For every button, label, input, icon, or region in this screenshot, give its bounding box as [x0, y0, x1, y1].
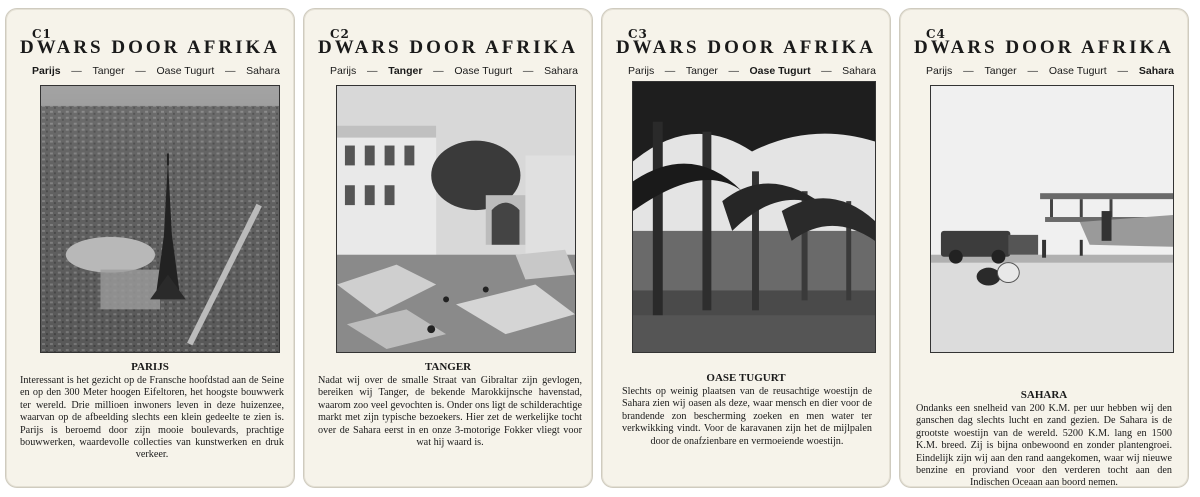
card-title: DWARS DOOR AFRIKA: [317, 37, 579, 58]
route-separator: —: [366, 65, 378, 77]
card-code: C1: [32, 27, 52, 41]
route-separator: —: [433, 65, 444, 77]
route-separator: —: [821, 65, 832, 77]
route-line: [926, 65, 1174, 77]
route-stop: Oase Tugurt: [749, 65, 811, 77]
photo-oasis-palms: [632, 81, 876, 353]
route-stop: Tanger: [685, 65, 718, 77]
route-line: [32, 65, 280, 77]
card-paris[interactable]: [5, 8, 295, 488]
route-separator: —: [664, 65, 676, 77]
card-caption: PARIJS: [131, 361, 169, 373]
card-description: Slechts op weinig plaatsen van de reusachtige woestijn de Sahara zien wij oasen als deze, waar mensch en dier voor de brandende zon bescherming zoeken en men water ter verkwikking vindt. Voor de karavanen zijn het de mijlpalen door de onafzienbare en vermoeiende woestijn.: [622, 386, 872, 447]
route-stop: Sahara: [246, 65, 280, 77]
photo-tanger-market: [336, 85, 576, 353]
card-code: C4: [926, 27, 946, 41]
card-caption: SAHARA: [1020, 389, 1068, 401]
route-separator: —: [1117, 65, 1129, 77]
route-separator: —: [1027, 65, 1038, 77]
photo-sahara-plane: [930, 85, 1174, 353]
route-stop: Tanger: [984, 65, 1017, 77]
route-separator: —: [224, 65, 236, 77]
card-code: C2: [330, 27, 350, 41]
route-stop: Sahara: [842, 65, 876, 77]
route-stop: Oase Tugurt: [1048, 65, 1107, 77]
route-stop: Oase Tugurt: [156, 65, 215, 77]
card-description: Interessant is het gezicht op de Fransche hoofdstad aan de Seine en op den 300 Meter hoogen Eifeltoren, het hoogste bouwwerk ter wereld. Drie millioen inwoners leven in deze huizenzee, waarvan op de afbeelding slechts een klein gedeelte te zien is. Parijs is beroemd door zijn mooie boulevards, prachtige bouwwerken, waardevolle collecties van kunstwerken en druk verkeer.: [20, 375, 284, 461]
card-title: DWARS DOOR AFRIKA: [913, 37, 1175, 58]
card-description: Nadat wij over de smalle Straat van Gibraltar zijn gevlogen, bereiken wij Tanger, de bekende Marokkijnsche havenstad, waarom zoo veel gevochten is. Onder ons ligt de schilderachtige markt met zijn typische bezoekers. Hier zet de werkelijke tocht over de Sahara eerst in en onze 3-motorige Fokker vliegt voor wat hij waard is.: [318, 375, 582, 449]
route-stop: Sahara: [544, 65, 578, 77]
card-description: Ondanks een snelheid van 200 K.M. per uur hebben wij den ganschen dag slechts lucht en zand gezien. De Sahara is de grootste woestijn van de wereld. 5200 K.M. lang en 1500 K.M. breed. Zij is bijna onbewoond en zonder plantengroei. Eindelijk zijn wij aan den rand aangekomen, waar wij nieuwe benzine en proviand voor den verderen tocht aan den Indischen Oceaan aan boord nemen.: [916, 403, 1172, 489]
route-separator: —: [728, 65, 739, 77]
route-separator: —: [71, 65, 82, 77]
route-separator: —: [135, 65, 146, 77]
card-sahara[interactable]: [899, 8, 1189, 488]
card-oase-tugurt[interactable]: [601, 8, 891, 488]
route-stop: Parijs: [32, 65, 61, 77]
route-stop: Tanger: [92, 65, 125, 77]
route-stop: Tanger: [388, 65, 423, 77]
card-code: C3: [628, 27, 648, 41]
card-caption: OASE TUGURT: [706, 372, 786, 384]
route-line: [628, 65, 876, 77]
route-stop: Sahara: [1138, 65, 1174, 77]
route-stop: Parijs: [926, 65, 953, 77]
route-separator: —: [963, 65, 974, 77]
route-stop: Parijs: [628, 65, 655, 77]
card-title: DWARS DOOR AFRIKA: [615, 37, 877, 58]
route-separator: —: [522, 65, 534, 77]
card-title: DWARS DOOR AFRIKA: [19, 37, 281, 58]
photo-paris-aerial: [40, 85, 280, 353]
route-stop: Parijs: [330, 65, 357, 77]
route-stop: Oase Tugurt: [454, 65, 513, 77]
card-caption: TANGER: [424, 361, 472, 373]
card-tanger[interactable]: [303, 8, 593, 488]
route-line: [330, 65, 578, 77]
